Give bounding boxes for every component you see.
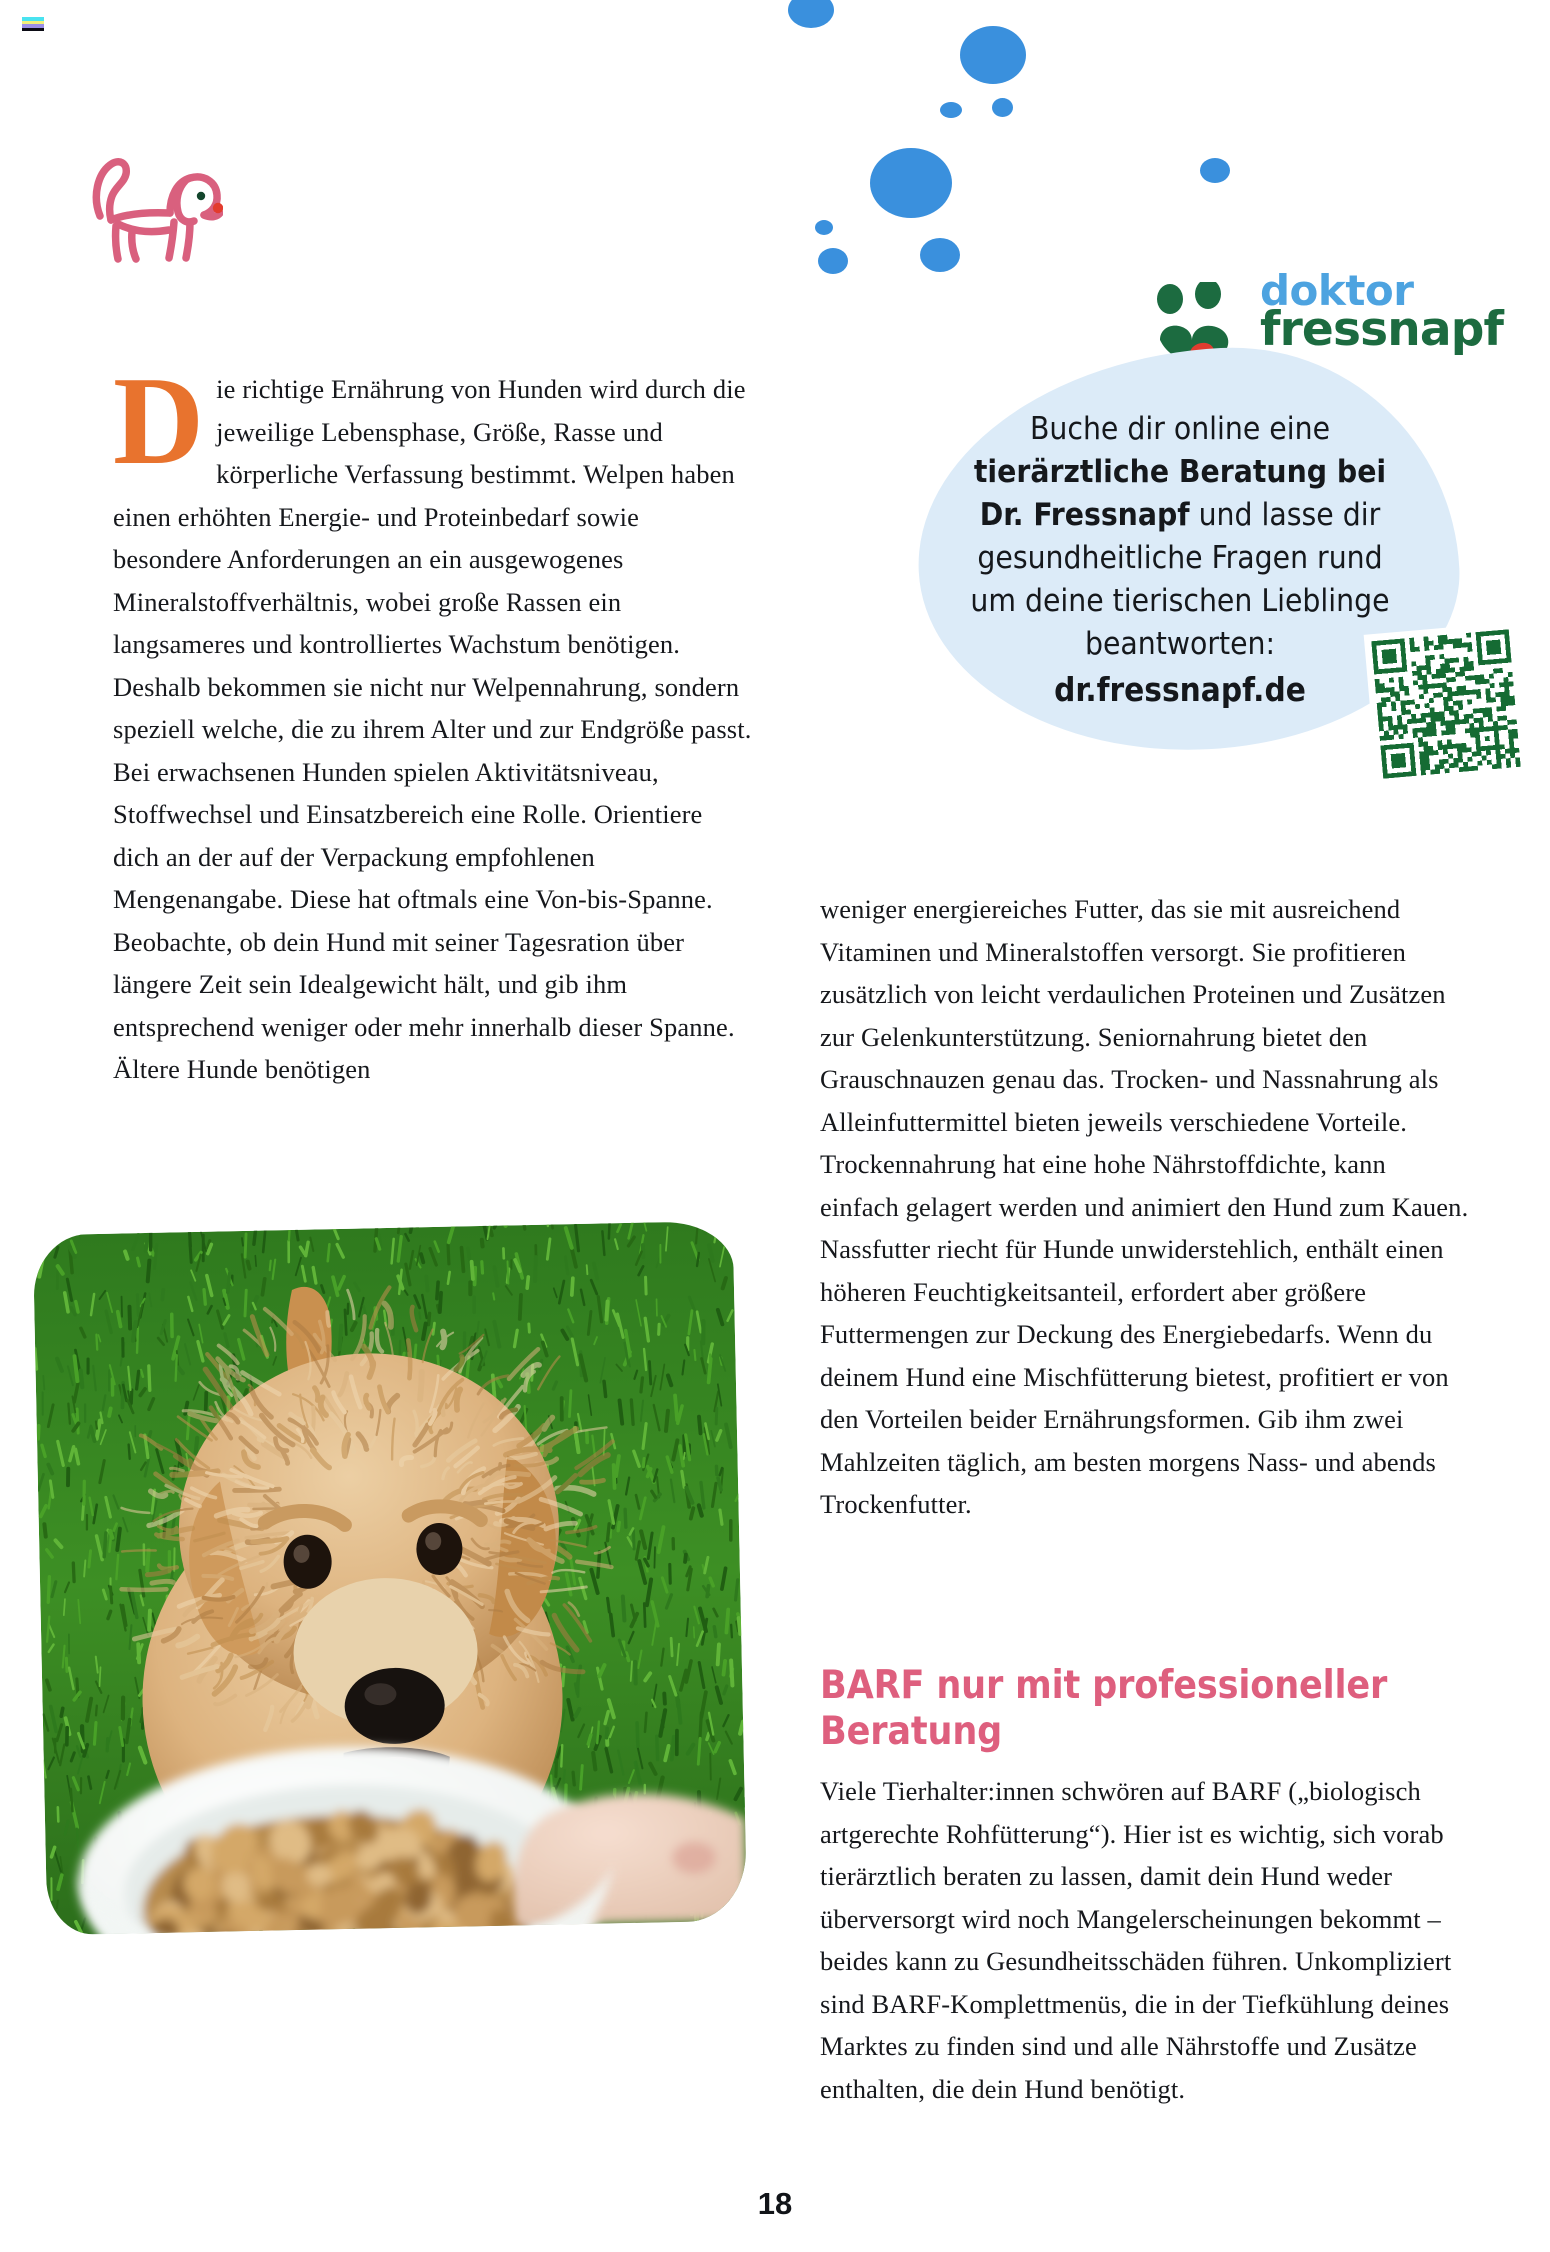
paragraph: weniger energiereiches Futter, das sie mit ausreichend Vitaminen und Mineralstoffen versorgt. Sie profitieren zusätzlich von leicht verdaulichen Proteinen und Zusätzen zur Gelenkunterstützung. Seniornahrung bietet den Grauschnauzen genau das. Trocken- und Nassnahrung als Alleinfuttermittel bieten jeweils verschiedene Vorteile. Trockennahrung hat eine hohe Nährstoffdichte, kann einfach gelagert werden und animiert den Hund zum Kauen. Nassfutter riecht für Hunde unwiderstehlich, enthält einen höheren Feuchtigkeitsanteil, erfordert aber größere Futtermengen zur Deckung des Energiebedarfs. Wenn du deinem Hund eine Mischfütterung bietest, profitiert er von den Vorteilen beider Ernährungsformen. Gib ihm zwei Mahlzeiten täglich, am besten morgens Nass- und abends Trockenfutter. bbox=[820, 894, 1469, 1519]
dog-outline-icon bbox=[78, 138, 223, 263]
page-number: 18 bbox=[757, 2186, 793, 2221]
decorative-bubble bbox=[870, 148, 952, 218]
callout-line-2: tierärztliche Beratung bei bbox=[973, 454, 1387, 490]
decorative-bubble bbox=[940, 102, 962, 118]
callout-line-1: Buche dir online eine bbox=[1029, 411, 1331, 447]
drop-cap: D bbox=[113, 352, 205, 491]
decorative-bubble bbox=[992, 98, 1013, 117]
callout-line-6: beantworten: bbox=[1084, 626, 1276, 662]
logo-word-fressnapf: fressnapf bbox=[1260, 302, 1504, 357]
decorative-bubble bbox=[920, 238, 960, 272]
section-heading-barf: BARF nur mit professioneller Beratung bbox=[820, 1663, 1388, 1754]
decorative-bubbles bbox=[760, 0, 1460, 315]
paragraph: Viele Tierhalter:innen schwören auf BARF („biologisch artgerechte Rohfütterung“). Hier ist es wichtig, sich vorab tierärztlich beraten zu lassen, damit dein Hund weder überversorgt wird noch Mangelerscheinungen bekommt – beides kann zu Gesundheitsschäden führen. Unkompliziert sind BARF-Komplettmenüs, die in der Tiefkühlung deines Marktes zu finden sind und alle Nährstoffe und Zusätze enthalten, die dein Hund benötigt. bbox=[820, 1776, 1452, 2104]
article-right-column bbox=[820, 888, 1470, 1526]
decorative-bubble bbox=[818, 248, 848, 274]
puppy-with-food-bowl-photo bbox=[33, 1221, 748, 1936]
paragraph-text: ie richtige Ernährung von Hunden wird durch die jeweilige Lebensphase, Größe, Rasse und körperliche Verfassung bestimmt. Welpen haben einen erhöhten Energie- und Proteinbedarf sowie besondere Anforderungen an ein ausgewogenes Mineralstoffverhältnis, wobei große Rassen ein langsameres und kontrolliertes Wachstum benötigen. Deshalb bekommen sie nicht nur Welpennahrung, sondern speziell welche, die zu ihrem Alter und zur Endgröße passt. bbox=[113, 374, 752, 744]
callout-line-5: um deine tierischen Lieblinge bbox=[970, 583, 1390, 619]
decorative-bubble bbox=[788, 0, 834, 28]
callout-line-3-bold: Dr. Fressnapf bbox=[979, 497, 1190, 533]
callout-line-3-rest: und lasse dir bbox=[1189, 497, 1381, 533]
decorative-bubble bbox=[960, 26, 1026, 84]
callout-line-4: gesundheitliche Fragen rund bbox=[977, 540, 1383, 576]
decorative-bubble bbox=[1200, 158, 1230, 183]
decorative-bubble bbox=[815, 220, 833, 235]
vet-consultation-callout bbox=[930, 408, 1430, 711]
paragraph bbox=[113, 352, 753, 751]
cmyk-registration-mark bbox=[22, 17, 44, 31]
qr-code[interactable] bbox=[1364, 622, 1529, 787]
article-left-column bbox=[113, 352, 753, 1091]
article-section-body bbox=[820, 1770, 1480, 2110]
callout-url[interactable]: dr.fressnapf.de bbox=[1054, 670, 1306, 709]
paragraph: Bei erwachsenen Hunden spielen Aktivitätsniveau, Stoffwechsel und Einsatzbereich eine Rolle. Orientiere dich an der auf der Verpackung empfohlenen Mengenangabe. Diese hat oftmals eine Von-bis-Spanne. Beobachte, ob dein Hund mit seiner Tagesration über längere Zeit sein Idealgewicht hält, und gib ihm entsprechend weniger oder mehr innerhalb dieser Spanne. Ältere Hunde benötigen bbox=[113, 756, 735, 1084]
logo-word-doktor: doktor bbox=[1260, 266, 1414, 315]
